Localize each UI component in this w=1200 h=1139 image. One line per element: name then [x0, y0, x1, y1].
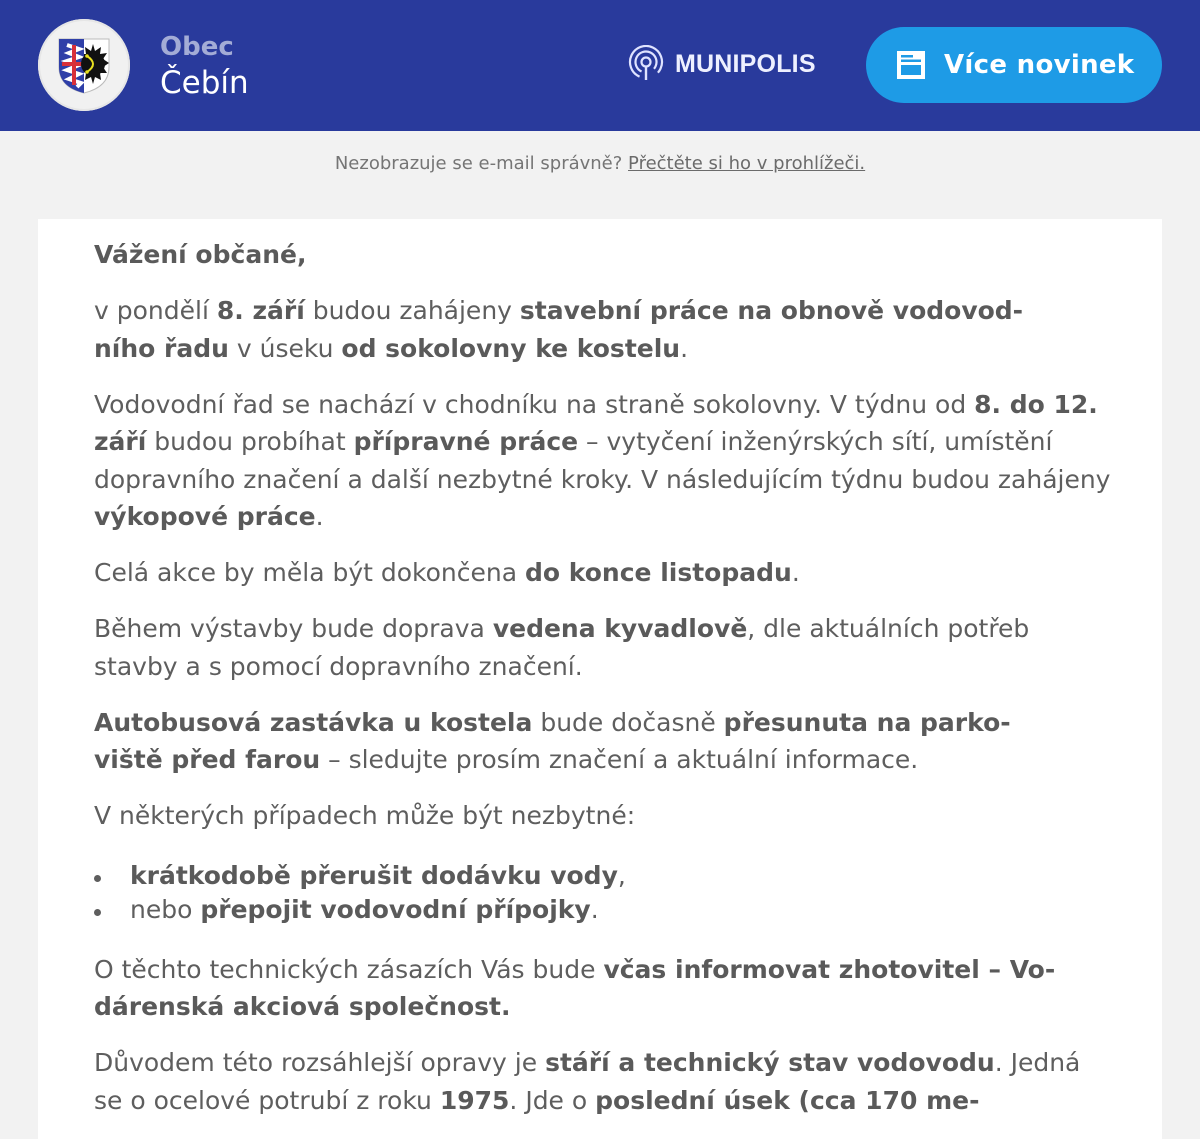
paragraph-bus-stop: Autobusová zastávka u kostela bude dočasně přesunuta na parko- viště před farou – sledujte prosím značení a aktuální informace.: [94, 707, 1011, 774]
municipality-name: Čebín: [160, 65, 249, 101]
list-item: krátkodobě přerušit dodávku vody,: [94, 859, 1114, 893]
more-news-button[interactable]: [866, 27, 1162, 103]
municipality-logo[interactable]: [38, 19, 130, 111]
paragraph-schedule: Vodovodní řad se nachází v chodníku na straně sokolovny. V týdnu od 8. do 12. září budou probíhat přípravné práce – vytyčení inženýrských sítí, umístění dopravního značení a další nezbytné kroky. V následujícím týdnu budou zahájeny výkopové práce.: [94, 389, 1111, 531]
actions-list: [94, 859, 1114, 927]
paragraph-completion: Celá akce by měla být dokončena do konce listopadu.: [94, 558, 800, 587]
list-item: nebo přepojit vodovodní přípojky.: [94, 893, 1114, 927]
munipolis-logo[interactable]: [627, 45, 816, 83]
paragraph-traffic: Během výstavby bude doprava vedena kyvadlově, dle aktuálních potřeb stavby a s pomocí dopravního značení.: [94, 614, 1030, 681]
greeting: Vážení občané,: [94, 240, 307, 269]
paragraph-contractor: O těchto technických zásazích Vás bude včas informovat zhotovitel – Vo- dárenská akciová společnost.: [94, 954, 1056, 1021]
more-news-label: Více novinek: [944, 50, 1135, 80]
newsletter-header: [0, 0, 1200, 131]
municipality-prefix: Obec: [160, 32, 234, 62]
browser-view-notice: [0, 150, 1200, 178]
paragraph-possible-actions: V některých případech může být nezbytné:: [94, 801, 636, 830]
broadcast-signal-icon: [627, 45, 665, 83]
view-in-browser-link[interactable]: Přečtěte si ho v prohlížeči.: [628, 153, 866, 174]
newspaper-icon: [896, 50, 926, 80]
munipolis-wordmark: MUNIPOLIS: [675, 49, 816, 78]
notice-text: Nezobrazuje se e-mail správně?: [334, 153, 629, 174]
paragraph-start-date: v pondělí 8. září budou zahájeny stavební práce na obnově vodovod- ního řadu v úseku od sokolovny ke kostelu.: [94, 296, 1024, 363]
article-body: [94, 236, 1114, 1138]
paragraph-reason: Důvodem této rozsáhlejší opravy je stáří a technický stav vodovodu. Jedná se o ocelové potrubí z roku 1975. Jde o poslední úsek (cca 170 me-: [94, 1048, 1081, 1115]
coat-of-arms-icon: [57, 37, 111, 95]
